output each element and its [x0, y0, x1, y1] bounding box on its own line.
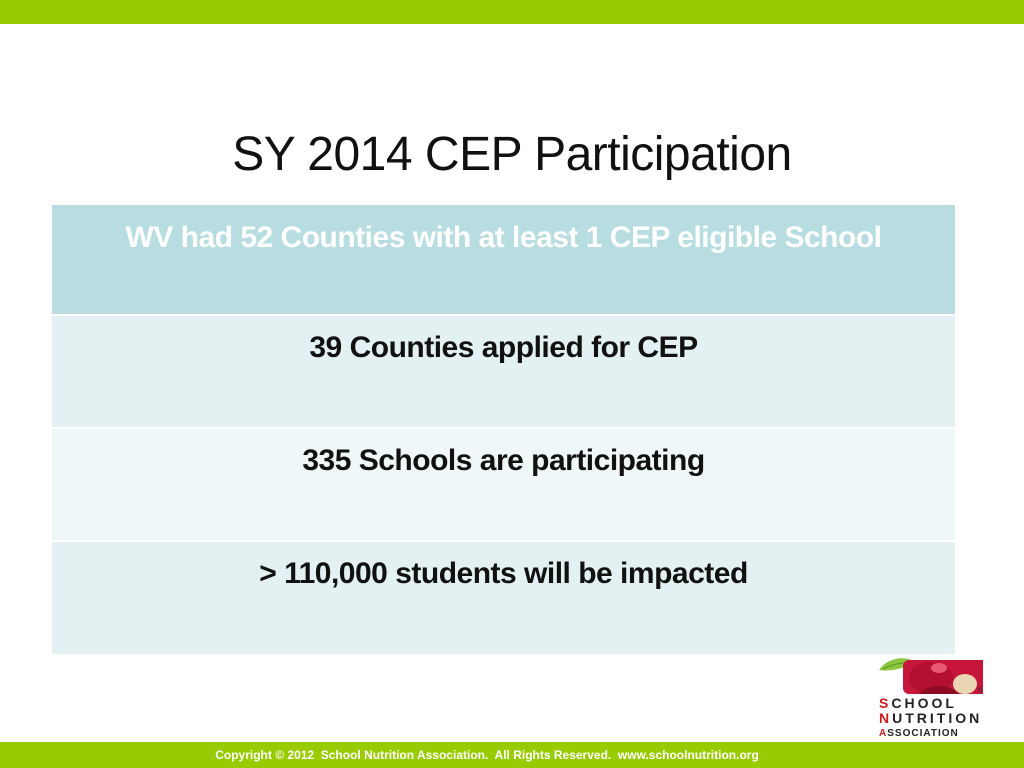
copyright-notice: Copyright © 2012 School Nutrition Association. All Rights Reserved. www.schoolnutrition.org — [215, 748, 759, 762]
table-row-counties-applied: 39 Counties applied for CEP — [52, 316, 955, 429]
logo-line-school: SCHOOL — [879, 695, 957, 711]
cep-participation-table — [52, 205, 955, 654]
slide-title: SY 2014 CEP Participation — [232, 128, 792, 181]
logo-line-association: ASSOCIATION — [879, 728, 959, 739]
table-row-schools-participating: 335 Schools are participating — [52, 429, 955, 542]
school-nutrition-association-logo — [855, 654, 983, 744]
logo-wordmark — [879, 696, 983, 741]
registered-mark: ® — [977, 687, 983, 694]
apple-leaf-icon — [879, 654, 983, 694]
logo-line-nutrition: NUTRITION — [879, 710, 983, 726]
table-header-cell: WV had 52 Counties with at least 1 CEP eligible School — [52, 205, 955, 316]
top-accent-bar — [0, 0, 1024, 24]
table-row-students-impacted: > 110,000 students will be impacted — [52, 542, 955, 654]
footer-bar — [0, 742, 1024, 768]
